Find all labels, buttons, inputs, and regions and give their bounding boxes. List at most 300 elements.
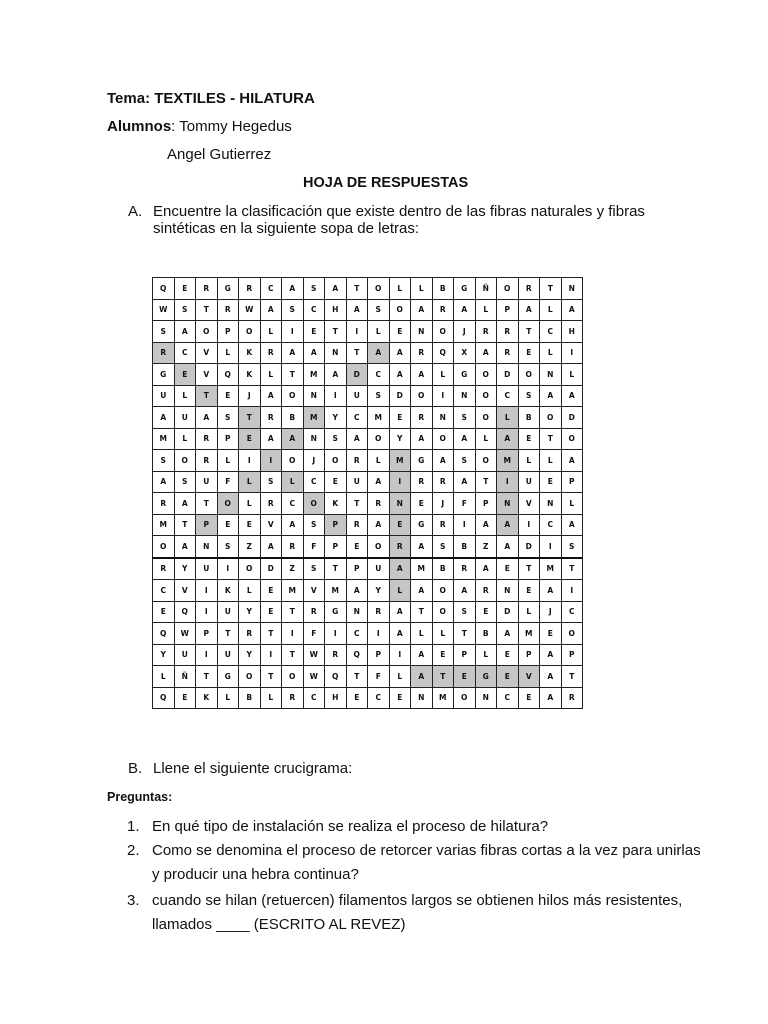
grid-cell: A — [411, 666, 433, 688]
grid-cell: R — [454, 558, 476, 580]
grid-cell: R — [368, 601, 390, 623]
grid-cell: W — [239, 299, 261, 321]
question-number: 2. — [127, 842, 140, 859]
grid-cell: L — [475, 644, 497, 666]
grid-cell: N — [389, 493, 411, 515]
grid-cell: O — [432, 601, 454, 623]
grid-cell: C — [303, 687, 325, 709]
grid-cell: R — [239, 623, 261, 645]
grid-cell: E — [389, 514, 411, 536]
grid-cell: L — [540, 450, 562, 472]
questions-heading: Preguntas: — [107, 790, 173, 804]
section-a-instructions — [153, 203, 645, 237]
grid-cell: D — [561, 407, 583, 429]
grid-cell: T — [475, 471, 497, 493]
grid-cell: L — [260, 364, 282, 386]
grid-cell: E — [174, 687, 196, 709]
grid-cell: R — [260, 407, 282, 429]
grid-cell: J — [239, 385, 261, 407]
grid-cell: R — [497, 321, 519, 343]
grid-cell: K — [217, 580, 239, 602]
grid-cell: C — [303, 471, 325, 493]
grid-cell: G — [411, 514, 433, 536]
grid-cell: A — [454, 299, 476, 321]
grid-cell: M — [282, 580, 304, 602]
grid-cell: V — [518, 493, 540, 515]
grid-cell: W — [153, 299, 175, 321]
grid-cell: A — [325, 364, 347, 386]
grid-cell: R — [432, 299, 454, 321]
grid-cell: G — [475, 666, 497, 688]
grid-cell: R — [389, 536, 411, 558]
grid-cell: G — [411, 450, 433, 472]
grid-cell: T — [239, 407, 261, 429]
grid-cell: O — [475, 364, 497, 386]
grid-cell: E — [260, 601, 282, 623]
grid-cell: S — [174, 299, 196, 321]
grid-row — [153, 493, 583, 515]
grid-cell: L — [475, 299, 497, 321]
grid-cell: O — [561, 428, 583, 450]
grid-cell: C — [497, 687, 519, 709]
grid-cell: S — [368, 385, 390, 407]
grid-cell: U — [346, 471, 368, 493]
grid-cell: E — [518, 687, 540, 709]
grid-cell: H — [325, 687, 347, 709]
grid-cell: P — [196, 514, 218, 536]
grid-cell: R — [475, 321, 497, 343]
grid-cell: R — [561, 687, 583, 709]
grid-cell: X — [454, 342, 476, 364]
grid-cell: O — [196, 321, 218, 343]
grid-cell: A — [561, 450, 583, 472]
grid-cell: E — [475, 601, 497, 623]
grid-cell: K — [239, 364, 261, 386]
grid-cell: O — [411, 385, 433, 407]
grid-cell: A — [561, 385, 583, 407]
grid-cell: A — [540, 687, 562, 709]
grid-cell: N — [475, 687, 497, 709]
grid-cell: L — [239, 493, 261, 515]
grid-cell: L — [260, 687, 282, 709]
grid-cell: R — [346, 450, 368, 472]
grid-cell: O — [518, 364, 540, 386]
grid-cell: Q — [153, 623, 175, 645]
grid-cell: Q — [174, 601, 196, 623]
grid-cell: T — [540, 278, 562, 300]
grid-cell: A — [282, 342, 304, 364]
grid-cell: C — [540, 514, 562, 536]
grid-cell: L — [411, 623, 433, 645]
grid-cell: O — [217, 493, 239, 515]
grid-cell: A — [174, 321, 196, 343]
grid-row — [153, 514, 583, 536]
grid-cell: Y — [239, 644, 261, 666]
grid-cell: L — [497, 407, 519, 429]
grid-cell: M — [411, 558, 433, 580]
grid-cell: E — [153, 601, 175, 623]
grid-cell: S — [454, 601, 476, 623]
grid-cell: S — [303, 558, 325, 580]
grid-cell: E — [174, 278, 196, 300]
grid-cell: U — [196, 558, 218, 580]
grid-cell: A — [411, 580, 433, 602]
grid-cell: E — [239, 514, 261, 536]
grid-cell: L — [368, 450, 390, 472]
grid-cell: C — [368, 687, 390, 709]
grid-cell: O — [389, 299, 411, 321]
grid-cell: C — [346, 407, 368, 429]
grid-row — [153, 687, 583, 709]
grid-cell: N — [303, 428, 325, 450]
question-text: cuando se hilan (retuercen) filamentos largos se obtienen hilos más resistentes, — [152, 892, 683, 909]
grid-cell: R — [325, 644, 347, 666]
grid-cell: A — [475, 342, 497, 364]
grid-cell: I — [561, 342, 583, 364]
topic-label: Tema: — [107, 90, 151, 107]
grid-cell: Y — [368, 580, 390, 602]
grid-cell: N — [561, 278, 583, 300]
grid-cell: A — [196, 407, 218, 429]
grid-cell: O — [432, 321, 454, 343]
grid-cell: T — [196, 385, 218, 407]
grid-cell: N — [346, 601, 368, 623]
grid-cell: I — [432, 385, 454, 407]
question-text: En qué tipo de instalación se realiza el proceso de hilatura? — [152, 818, 549, 835]
grid-cell: A — [346, 580, 368, 602]
grid-cell: P — [217, 428, 239, 450]
question-text: Como se denomina el proceso de retorcer varias fibras cortas a la vez para unirlas — [152, 842, 701, 859]
grid-cell: I — [368, 623, 390, 645]
grid-cell: U — [174, 407, 196, 429]
grid-cell: C — [174, 342, 196, 364]
grid-cell: Z — [475, 536, 497, 558]
grid-cell: R — [282, 687, 304, 709]
grid-cell: A — [497, 623, 519, 645]
grid-cell: T — [196, 666, 218, 688]
grid-cell: F — [368, 666, 390, 688]
grid-cell: C — [260, 278, 282, 300]
grid-cell: T — [561, 666, 583, 688]
grid-cell: L — [432, 623, 454, 645]
grid-cell: I — [196, 601, 218, 623]
grid-cell: E — [454, 666, 476, 688]
grid-cell: A — [454, 471, 476, 493]
grid-cell: O — [282, 450, 304, 472]
grid-cell: G — [217, 666, 239, 688]
grid-cell: M — [153, 514, 175, 536]
grid-cell: A — [411, 299, 433, 321]
grid-cell: R — [282, 536, 304, 558]
grid-cell: K — [196, 687, 218, 709]
grid-cell: L — [475, 428, 497, 450]
grid-cell: R — [411, 342, 433, 364]
grid-cell: S — [217, 407, 239, 429]
grid-cell: C — [368, 364, 390, 386]
grid-cell: N — [303, 385, 325, 407]
grid-cell: Q — [153, 278, 175, 300]
grid-cell: R — [432, 514, 454, 536]
grid-cell: B — [239, 687, 261, 709]
grid-cell: T — [196, 299, 218, 321]
grid-cell: E — [217, 514, 239, 536]
grid-cell: A — [389, 601, 411, 623]
grid-cell: K — [325, 493, 347, 515]
grid-row — [153, 278, 583, 300]
grid-cell: L — [389, 666, 411, 688]
grid-cell: S — [454, 450, 476, 472]
grid-cell: T — [518, 558, 540, 580]
grid-cell: A — [411, 428, 433, 450]
grid-cell: A — [260, 428, 282, 450]
grid-cell: I — [260, 644, 282, 666]
grid-cell: L — [389, 278, 411, 300]
grid-cell: P — [325, 536, 347, 558]
grid-cell: Z — [282, 558, 304, 580]
grid-cell: A — [282, 278, 304, 300]
grid-cell: A — [497, 536, 519, 558]
grid-cell: Z — [239, 536, 261, 558]
grid-cell: Y — [325, 407, 347, 429]
grid-cell: P — [368, 644, 390, 666]
grid-cell: M — [153, 428, 175, 450]
grid-cell: S — [174, 471, 196, 493]
grid-cell: R — [518, 278, 540, 300]
students-label: Alumnos — [107, 118, 172, 135]
grid-cell: P — [217, 321, 239, 343]
grid-row — [153, 601, 583, 623]
grid-cell: A — [540, 666, 562, 688]
grid-cell: I — [389, 644, 411, 666]
grid-cell: W — [303, 666, 325, 688]
grid-row — [153, 407, 583, 429]
grid-cell: D — [346, 364, 368, 386]
grid-cell: L — [432, 364, 454, 386]
grid-cell: I — [518, 514, 540, 536]
section-a-line-1: Encuentre la clasificación que existe dentro de las fibras naturales y fibras — [153, 203, 645, 220]
grid-cell: O — [174, 450, 196, 472]
grid-cell: F — [454, 493, 476, 515]
grid-cell: Y — [174, 558, 196, 580]
grid-cell: Y — [239, 601, 261, 623]
grid-cell: E — [497, 666, 519, 688]
grid-cell: U — [346, 385, 368, 407]
grid-cell: C — [153, 580, 175, 602]
grid-cell: J — [454, 321, 476, 343]
grid-cell: E — [174, 364, 196, 386]
grid-cell: I — [196, 644, 218, 666]
grid-cell: L — [217, 687, 239, 709]
question-text-continued: llamados ____ (ESCRITO AL REVEZ) — [152, 916, 406, 933]
grid-cell: D — [497, 601, 519, 623]
grid-cell: P — [497, 299, 519, 321]
grid-cell: A — [561, 514, 583, 536]
grid-cell: T — [454, 623, 476, 645]
grid-cell: A — [497, 428, 519, 450]
grid-cell: U — [174, 644, 196, 666]
grid-cell: T — [346, 493, 368, 515]
grid-cell: M — [303, 407, 325, 429]
grid-cell: A — [174, 536, 196, 558]
grid-cell: A — [174, 493, 196, 515]
grid-cell: L — [561, 493, 583, 515]
grid-cell: A — [540, 385, 562, 407]
grid-cell: L — [518, 601, 540, 623]
grid-cell: O — [561, 623, 583, 645]
grid-cell: L — [260, 321, 282, 343]
grid-row — [153, 558, 583, 580]
grid-row — [153, 342, 583, 364]
grid-cell: N — [497, 580, 519, 602]
grid-cell: O — [325, 450, 347, 472]
sheet-title: HOJA DE RESPUESTAS — [303, 175, 469, 191]
grid-cell: M — [303, 364, 325, 386]
grid-cell: A — [389, 558, 411, 580]
grid-cell: Ñ — [475, 278, 497, 300]
grid-cell: C — [346, 623, 368, 645]
grid-cell: E — [260, 580, 282, 602]
grid-row — [153, 580, 583, 602]
grid-cell: R — [411, 407, 433, 429]
grid-row — [153, 299, 583, 321]
grid-cell: A — [389, 623, 411, 645]
grid-cell: M — [389, 450, 411, 472]
grid-cell: A — [561, 299, 583, 321]
grid-cell: V — [518, 666, 540, 688]
grid-cell: L — [217, 450, 239, 472]
grid-cell: P — [346, 558, 368, 580]
grid-row — [153, 666, 583, 688]
grid-cell: A — [260, 299, 282, 321]
question-number: 1. — [127, 818, 140, 835]
grid-cell: W — [303, 644, 325, 666]
grid-cell: A — [368, 514, 390, 536]
grid-row — [153, 536, 583, 558]
grid-cell: A — [497, 514, 519, 536]
grid-cell: P — [561, 471, 583, 493]
grid-cell: L — [561, 364, 583, 386]
grid-cell: B — [518, 407, 540, 429]
grid-cell: A — [454, 580, 476, 602]
grid-cell: I — [325, 623, 347, 645]
grid-cell: E — [346, 687, 368, 709]
grid-cell: R — [475, 580, 497, 602]
grid-cell: R — [368, 493, 390, 515]
grid-cell: O — [239, 558, 261, 580]
grid-cell: L — [282, 471, 304, 493]
grid-cell: I — [325, 385, 347, 407]
grid-cell: V — [174, 580, 196, 602]
grid-row — [153, 623, 583, 645]
grid-cell: A — [325, 278, 347, 300]
grid-cell: P — [475, 493, 497, 515]
grid-cell: A — [411, 364, 433, 386]
grid-cell: Q — [325, 666, 347, 688]
grid-cell: S — [454, 407, 476, 429]
grid-cell: G — [153, 364, 175, 386]
question-text-continued: y producir una hebra continua? — [152, 866, 359, 883]
grid-cell: D — [389, 385, 411, 407]
grid-cell: R — [346, 514, 368, 536]
grid-cell: U — [153, 385, 175, 407]
grid-cell: T — [411, 601, 433, 623]
grid-cell: F — [303, 536, 325, 558]
grid-cell: S — [153, 321, 175, 343]
grid-cell: R — [260, 342, 282, 364]
grid-cell: R — [260, 493, 282, 515]
grid-cell: I — [217, 558, 239, 580]
grid-cell: L — [239, 580, 261, 602]
grid-cell: C — [303, 299, 325, 321]
grid-cell: T — [217, 623, 239, 645]
grid-cell: T — [325, 558, 347, 580]
grid-cell: L — [174, 385, 196, 407]
grid-cell: C — [282, 493, 304, 515]
grid-cell: A — [303, 342, 325, 364]
grid-cell: W — [174, 623, 196, 645]
grid-row — [153, 428, 583, 450]
grid-cell: B — [432, 278, 454, 300]
grid-cell: O — [153, 536, 175, 558]
grid-cell: Y — [153, 644, 175, 666]
grid-cell: O — [368, 428, 390, 450]
grid-cell: T — [282, 601, 304, 623]
grid-cell: L — [368, 321, 390, 343]
grid-cell: C — [561, 601, 583, 623]
grid-cell: U — [217, 601, 239, 623]
grid-cell: Y — [389, 428, 411, 450]
question-number: 3. — [127, 892, 140, 909]
grid-cell: T — [346, 278, 368, 300]
grid-cell: S — [368, 299, 390, 321]
grid-cell: V — [196, 342, 218, 364]
grid-cell: A — [475, 514, 497, 536]
grid-cell: S — [282, 299, 304, 321]
grid-cell: R — [303, 601, 325, 623]
grid-cell: E — [217, 385, 239, 407]
grid-cell: N — [540, 493, 562, 515]
grid-cell: E — [518, 342, 540, 364]
grid-cell: O — [368, 278, 390, 300]
grid-cell: F — [217, 471, 239, 493]
grid-cell: P — [325, 514, 347, 536]
grid-cell: C — [540, 321, 562, 343]
grid-cell: E — [303, 321, 325, 343]
grid-cell: I — [260, 450, 282, 472]
grid-cell: A — [411, 536, 433, 558]
grid-cell: M — [325, 580, 347, 602]
grid-cell: L — [217, 342, 239, 364]
section-b-label: B. — [128, 760, 143, 777]
grid-cell: U — [217, 644, 239, 666]
student-1: Tommy Hegedus — [179, 118, 292, 135]
grid-cell: E — [432, 644, 454, 666]
grid-cell: R — [217, 299, 239, 321]
word-search-grid — [152, 277, 583, 709]
grid-cell: G — [325, 601, 347, 623]
grid-cell: T — [260, 623, 282, 645]
grid-cell: A — [389, 342, 411, 364]
grid-cell: I — [561, 580, 583, 602]
grid-cell: E — [389, 321, 411, 343]
grid-cell: M — [368, 407, 390, 429]
grid-cell: O — [282, 666, 304, 688]
grid-cell: T — [518, 321, 540, 343]
grid-cell: N — [497, 493, 519, 515]
grid-cell: L — [153, 666, 175, 688]
grid-cell: K — [239, 342, 261, 364]
grid-cell: H — [325, 299, 347, 321]
